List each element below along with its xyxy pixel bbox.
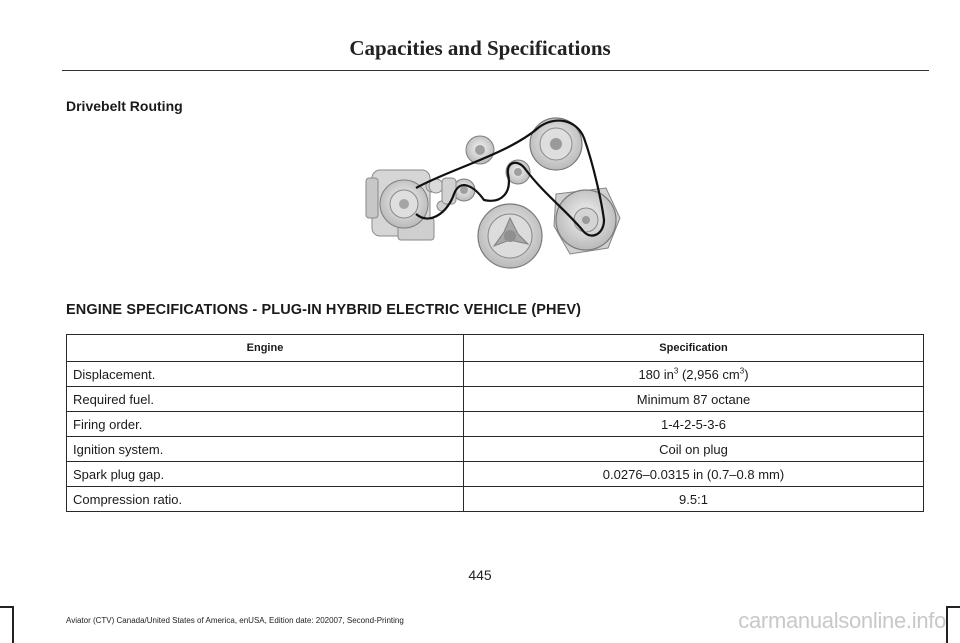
table-heading: ENGINE SPECIFICATIONS - PLUG-IN HYBRID ELECTRIC VEHICLE (PHEV) [66, 302, 582, 318]
drivebelt-diagram [358, 108, 626, 270]
table-header-row [67, 335, 924, 362]
row-label: Required fuel. [67, 387, 464, 412]
table-row [67, 462, 924, 487]
crop-mark [12, 606, 14, 643]
value-part: (2,956 cm [678, 366, 740, 382]
superscript: 3 [739, 366, 745, 376]
row-value: Minimum 87 octane [464, 387, 924, 412]
value-part: 180 in [638, 366, 674, 382]
row-value [464, 362, 924, 387]
table-row [67, 437, 924, 462]
table-row [67, 412, 924, 437]
section-title: Drivebelt Routing [66, 98, 183, 114]
row-value: 9.5:1 [464, 487, 924, 512]
table-row [67, 362, 924, 387]
table-row [67, 387, 924, 412]
watermark: carmanualsonline.info [738, 608, 946, 633]
engine-spec-table [66, 334, 924, 512]
crop-mark [947, 606, 960, 608]
row-value: Coil on plug [464, 437, 924, 462]
edition-footer: Aviator (CTV) Canada/United States of America, enUSA, Edition date: 202007, Second-Printing [66, 616, 404, 625]
crop-mark [946, 606, 948, 643]
column-header-engine: Engine [67, 335, 464, 362]
row-label: Displacement. [67, 362, 464, 387]
row-value: 0.0276–0.0315 in (0.7–0.8 mm) [464, 462, 924, 487]
table-row [67, 487, 924, 512]
header-rule [62, 70, 929, 71]
page-number: 445 [468, 567, 492, 583]
row-value: 1-4-2-5-3-6 [464, 412, 924, 437]
page-title: Capacities and Specifications [349, 36, 611, 60]
superscript: 3 [673, 366, 679, 376]
crankshaft-pulley [478, 204, 542, 268]
row-label: Spark plug gap. [67, 462, 464, 487]
row-label: Compression ratio. [67, 487, 464, 512]
generator-pulley [554, 188, 620, 254]
row-label: Firing order. [67, 412, 464, 437]
column-header-specification: Specification [464, 335, 924, 362]
row-label: Ignition system. [67, 437, 464, 462]
value-part: ) [744, 366, 749, 382]
crop-mark [0, 606, 12, 608]
